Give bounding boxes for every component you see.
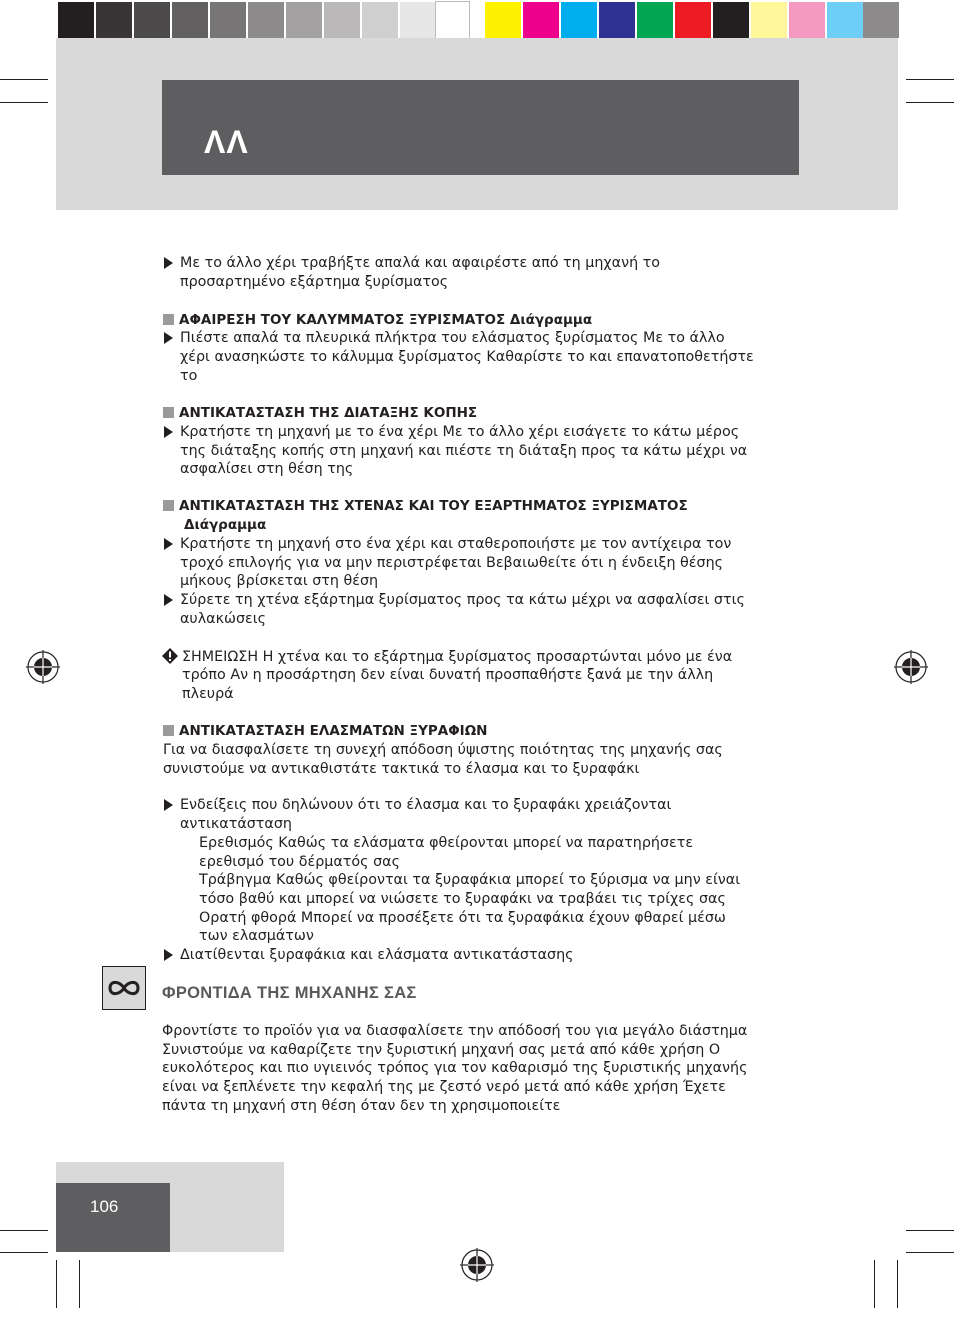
color-swatch — [96, 2, 132, 38]
color-swatch — [789, 2, 825, 38]
bullet-arrow-icon — [164, 799, 173, 811]
text-line: Συνιστούμε να καθαρίζετε την ξυριστική μηχανή σας μετά από κάθε χρήση Ο — [162, 1042, 721, 1058]
text-line: τόσο βαθύ και μπορεί να νιώσετε το ξυραφάκι να τραβάει τις τρίχες σας — [199, 891, 726, 907]
registration-mark-bottom-icon — [460, 1248, 494, 1282]
text-line: Σύρετε τη χτένα εξάρτημα ξυρίσματος προς τα κάτω μέχρι να ασφαλίσει στις — [180, 592, 745, 608]
text-line: Με το άλλο χέρι τραβήξτε απαλά και αφαιρέστε από τη μηχανή το — [180, 255, 661, 271]
color-swatch — [599, 2, 635, 38]
text-line: Κρατήστε τη μηχανή στο ένα χέρι και σταθεροποιήστε με τον αντίχειρα τον — [180, 536, 732, 552]
text-line: τρόπο Αν η προσάρτηση δεν είναι δυνατή προσπαθήστε ξανά με την άλλη — [182, 667, 714, 683]
text-line: ασφαλίσει στη θέση της — [180, 461, 354, 477]
bullet-arrow-icon — [164, 257, 173, 269]
color-swatch — [485, 2, 521, 38]
header-bar — [162, 80, 799, 175]
text-line: προσαρτημένο εξάρτημα ξυρίσματος — [180, 274, 449, 290]
color-swatch — [362, 2, 398, 38]
section-title: ΦΡΟΝΤΙΔΑ ΤΗΣ ΜΗΧΑΝΗΣ ΣΑΣ — [162, 984, 417, 1002]
text-line: πλευρά — [182, 686, 234, 702]
color-swatch — [713, 2, 749, 38]
color-swatch — [863, 2, 899, 38]
section-heading-continued: Διάγραμμα — [184, 517, 267, 533]
text-line: Φροντίστε το προϊόν για να διασφαλίσετε την απόδοσή του για μεγάλο διάστημα — [162, 1023, 748, 1039]
color-swatch — [324, 2, 360, 38]
text-line: το — [180, 368, 198, 384]
registration-mark-left-icon — [26, 650, 60, 684]
text-line: των ελασμάτων — [199, 928, 314, 944]
color-swatch — [172, 2, 208, 38]
page-number-box — [56, 1183, 170, 1252]
text-line: Ενδείξεις που δηλώνουν ότι το έλασμα και το ξυραφάκι χρειάζονται — [180, 797, 672, 813]
text-line: ευκολότερος και πιο υγιεινός τρόπος για τον καθαρισμό της ξυριστικής μηχανής — [162, 1060, 748, 1076]
heading-square-icon — [163, 725, 174, 736]
infinity-icon — [106, 976, 142, 1000]
text-line: Ορατή φθορά Μπορεί να προσέξετε ότι τα ξυραφάκια έχουν φθαρεί μέσω — [199, 910, 726, 926]
heading-square-icon — [163, 407, 174, 418]
section-heading: ΑΝΤΙΚΑΤΑΣΤΑΣΗ ΤΗΣ ΧΤΕΝΑΣ ΚΑΙ ΤΟΥ ΕΞΑΡΤΗΜΑΤΟΣ ΞΥΡΙΣΜΑΤΟΣ — [179, 498, 688, 514]
language-code: ΛΛ — [204, 124, 249, 160]
section-heading: ΑΝΤΙΚΑΤΑΣΤΑΣΗ ΕΛΑΣΜΑΤΩΝ ΞΥΡΑΦΙΩΝ — [179, 723, 488, 739]
color-swatch — [134, 2, 170, 38]
infinity-box — [102, 966, 146, 1010]
text-line: Διατίθενται ξυραφάκια και ελάσματα αντικατάστασης — [180, 947, 574, 963]
text-line: είναι να ξεπλένετε την κεφαλή της με ζεστό νερό μετά από κάθε χρήση Έχετε — [162, 1079, 726, 1095]
color-swatch — [286, 2, 322, 38]
text-line: Ερεθισμός Καθώς τα ελάσματα φθείρονται μπορεί να παρατηρήσετε — [199, 835, 694, 851]
color-swatch — [58, 2, 94, 38]
text-line: αυλακώσεις — [180, 611, 266, 627]
color-swatch — [827, 2, 863, 38]
color-swatch — [523, 2, 559, 38]
heading-square-icon — [163, 500, 174, 511]
text-line: ΣΗΜΕΙΩΣΗ Η χτένα και το εξάρτημα ξυρίσματος προσαρτώνται μόνο με ένα — [182, 649, 733, 665]
text-line: Τράβηγμα Καθώς φθείρονται τα ξυραφάκια μπορεί το ξύρισμα να μην είναι — [199, 872, 741, 888]
color-swatch — [248, 2, 284, 38]
bullet-arrow-icon — [164, 949, 173, 961]
page-number: 106 — [90, 1197, 119, 1216]
text-line: τροχό επιλογής για να μην περιστρέφεται Βεβαιωθείτε ότι η ένδειξη θέσης — [180, 555, 724, 571]
text-line: ερεθισμό του δέρματός σας — [199, 854, 400, 870]
text-line: Κρατήστε τη μηχανή με το ένα χέρι Με το άλλο χέρι εισάγετε το κάτω μέρος — [180, 424, 740, 440]
color-swatch — [675, 2, 711, 38]
note-warning-icon — [162, 648, 178, 664]
text-line: πάντα τη μηχανή στη θέση όταν δεν τη χρησιμοποιείτε — [162, 1098, 561, 1114]
color-swatch — [210, 2, 246, 38]
heading-square-icon — [163, 314, 174, 325]
text-line: Για να διασφαλίσετε τη συνεχή απόδοση ύψιστης ποιότητας της μηχανής σας — [163, 742, 723, 758]
text-line: χέρι ανασηκώστε το κάλυμμα ξυρίσματος Καθαρίστε το και επανατοποθετήστε — [180, 349, 754, 365]
text-line: αντικατάσταση — [180, 816, 292, 832]
bullet-arrow-icon — [164, 594, 173, 606]
text-line: συνιστούμε να αντικαθιστάτε τακτικά το έλασμα και το ξυραφάκι — [163, 761, 640, 777]
color-swatch — [400, 2, 436, 38]
color-swatch — [561, 2, 597, 38]
section-heading: ΑΝΤΙΚΑΤΑΣΤΑΣΗ ΤΗΣ ΔΙΑΤΑΞΗΣ ΚΟΠΗΣ — [179, 405, 478, 421]
registration-mark-right-icon — [894, 650, 928, 684]
bullet-arrow-icon — [164, 426, 173, 438]
text-line: της διάταξης κοπής στη μηχανή και πιέστε τη διάταξη προς τα κάτω μέχρι να — [180, 443, 748, 459]
text-line: μήκους βρίσκεται στη θέση — [180, 573, 379, 589]
section-heading: ΑΦΑΙΡΕΣΗ ΤΟΥ ΚΑΛΥΜΜΑΤΟΣ ΞΥΡΙΣΜΑΤΟΣ Διάγραμμα — [179, 312, 593, 328]
color-swatch — [751, 2, 787, 38]
text-line: Πιέστε απαλά τα πλευρικά πλήκτρα του ελάσματος ξυρίσματος Με το άλλο — [180, 330, 725, 346]
color-swatch — [637, 2, 673, 38]
color-swatch — [436, 2, 469, 38]
bullet-arrow-icon — [164, 332, 173, 344]
bullet-arrow-icon — [164, 538, 173, 550]
